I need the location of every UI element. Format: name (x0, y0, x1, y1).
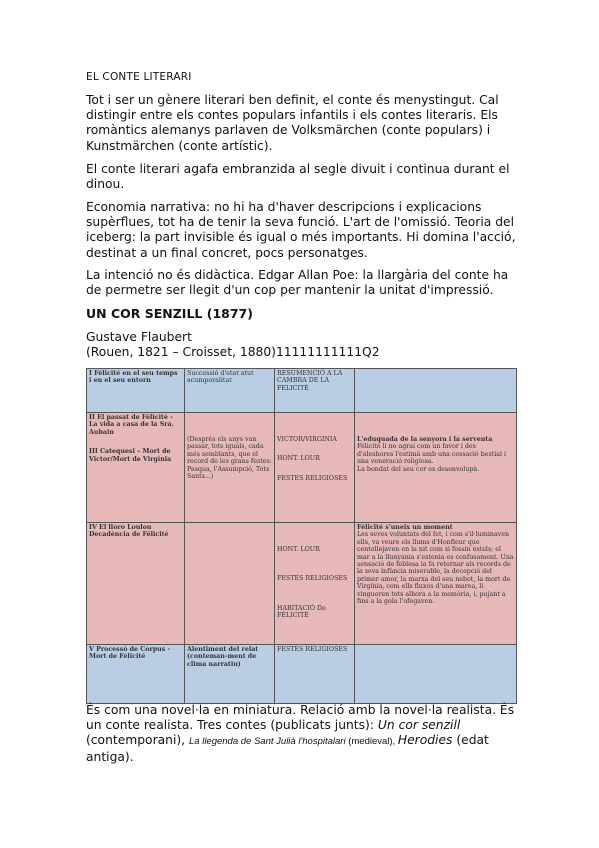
table-cell (87, 413, 185, 523)
cell-line: Les seves voluntats del fet, i com s'il·luminaven ells, va veure els llums d'Honfleur que centellejaven en la nit com si fossin estels; el mar a la llunyania s'estenia es confusament. Una sensació de feblesa la fa retornar als records de la seva infància miserable, la decepció del primer amor, la marxa del seu nebot, la mort de Virgínia, com ells fluxos d'una marea, li vingueren tots alhora a la memòria, i, pujant a fins a la gola l'ofegaven. (357, 531, 514, 606)
table-cell: Successió d'etat atut acumporalitat (185, 369, 275, 413)
table-cell: FESTES RELIGIOSES (275, 645, 355, 704)
table-row (87, 369, 517, 413)
table-cell: RESUMENCIÓ A LA CAMBRA DE LA FELICITÉ (275, 369, 355, 413)
cell-line: HABITACIÓ De FÉLICITÉ (277, 604, 326, 620)
work-title-1: Un cor senzill (377, 718, 461, 733)
table-cell (185, 523, 275, 645)
paragraph-1: Tot i ser un gènere literari ben definit, el conte és menystingut. Cal distingir entre els contes populars infantils i els contes literaris. Els romàntics alemanys parlaven de Volksmärchen (conte populars) i Kunstmärchen (conte artístic). (86, 93, 499, 153)
table-cell (355, 413, 517, 523)
cell-line: Félicité s'uneix un moment (357, 524, 453, 531)
table-cell: Alentiment del relat (conteman-ment de clima narratiu) (185, 645, 275, 704)
cell-line: FESTES RELIGIOSES (277, 575, 348, 583)
cell-line: La bondat del seu cor es desenvolupà. (357, 465, 480, 473)
closing-text: És com una novel·la en miniatura. Relació amb la novel·la realista. És un conte realista. Tres contes (publicats junts): (86, 703, 515, 733)
table-cell: I Félicité en el seu temps i en el seu entorn (87, 369, 185, 413)
section-heading: EL CONTE LITERARI (86, 71, 192, 83)
cell-line: HONT. LOUR (277, 455, 320, 463)
work-title-3: Herodies (397, 733, 453, 748)
table-row (87, 523, 517, 645)
table-row (87, 413, 517, 523)
table-cell (355, 645, 517, 704)
cell-line: HONT. LOUR (277, 546, 320, 553)
cell-line: VICTOR/VIRGINIA (277, 436, 337, 443)
author-block (86, 330, 380, 360)
cell-line: II El passat de Félicité - La vida a casa de la Sra. Aubain (89, 414, 174, 436)
paragraph-3: Economia narrativa: no hi ha d'haver descripcions i explicacions supèrflues, tot ha de tenir la seva funció. L'art de l'omissió. Teoria del iceberg: la part invisible és igual o més importants. Hi domina l'acció, destinat a un final concret, pocs personatges. (86, 200, 516, 260)
table-cell (275, 523, 355, 645)
cell-line: FESTES RELIGIOSES (277, 474, 348, 482)
cell-line: (Després els anys van passar, tots iguals, cada més semblants, que el record de les grans festes: Pasqua, l'Assumpció, Tots Sants...) (187, 436, 272, 481)
work-title-2: La llegenda de Sant Julià l'hospitalari (189, 736, 346, 748)
closing-text: (contemporani), (86, 733, 189, 748)
table-cell (355, 523, 517, 645)
table-cell: IV El lloro Loulou Decadència de Félicité (87, 523, 185, 645)
table-cell (275, 413, 355, 523)
paragraph-2: El conte literari agafa embranzida al segle divuit i continua durant el dinou. (86, 162, 510, 192)
table-cell (185, 413, 275, 523)
table-row (87, 645, 517, 704)
table-cell: V Processó de Corpus - Mort de Félicité (87, 645, 185, 704)
closing-text: (edat antiga). (86, 733, 489, 764)
cell-line: III Catequesi – Mort de Victor/Mort de Virgínia (89, 448, 172, 463)
structure-table (86, 368, 517, 704)
paragraph-4: La intenció no és didàctica. Edgar Allan Poe: la llargària del conte ha de permetre ser llegit d'un cop per mantenir la unitat d'impressió. (86, 268, 509, 298)
cell-line: Félicité li no agraí com un favor i des d'aleshores l'estimà amb una cessació bestial i una veneració religiosa. (357, 443, 507, 466)
work-title: UN COR SENZILL (1877) (86, 306, 253, 321)
closing-text: (medieval), (345, 736, 398, 748)
table-cell (355, 369, 517, 413)
author-name: Gustave Flaubert (86, 330, 192, 344)
closing-paragraph (86, 703, 526, 765)
author-info: (Rouen, 1821 – Croisset, 1880)11111111111Q2 (86, 345, 380, 360)
cell-line: L'eduquada de la senyora i la serventa (357, 436, 493, 443)
